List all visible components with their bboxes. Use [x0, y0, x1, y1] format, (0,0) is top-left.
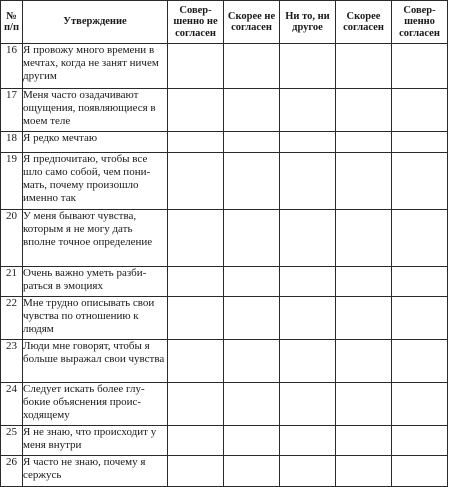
row-statement: Мне трудно описывать свои чувства по отношению к людям	[23, 297, 168, 340]
row-statement: Следует искать более глубокие объяснения происходящему	[23, 383, 168, 426]
choice-cell-rather-agree[interactable]	[336, 89, 392, 132]
choice-cell-strongly-disagree[interactable]	[168, 153, 224, 210]
row-statement: Я редко мечтаю	[23, 132, 168, 153]
table-row	[1, 456, 448, 487]
choice-cell-neutral[interactable]	[280, 210, 336, 267]
choice-cell-rather-agree[interactable]	[336, 456, 392, 487]
choice-cell-strongly-agree[interactable]	[392, 456, 448, 487]
table-row	[1, 89, 448, 132]
choice-cell-strongly-disagree[interactable]	[168, 267, 224, 297]
header-strongly-agree: Совершенно согласен	[392, 1, 448, 44]
choice-cell-rather-agree[interactable]	[336, 210, 392, 267]
table-row	[1, 44, 448, 89]
row-statement: Я провожу много времени в мечтах, когда не занят ничем другим	[23, 44, 168, 89]
choice-cell-neutral[interactable]	[280, 340, 336, 383]
table-row	[1, 153, 448, 210]
choice-cell-strongly-agree[interactable]	[392, 383, 448, 426]
choice-cell-neutral[interactable]	[280, 44, 336, 89]
choice-cell-neutral[interactable]	[280, 383, 336, 426]
choice-cell-rather-disagree[interactable]	[224, 426, 280, 456]
row-statement: У меня бывают чувства, которым я не могу дать вполне точное определение	[23, 210, 168, 267]
choice-cell-strongly-agree[interactable]	[392, 340, 448, 383]
choice-cell-neutral[interactable]	[280, 456, 336, 487]
choice-cell-rather-agree[interactable]	[336, 44, 392, 89]
choice-cell-neutral[interactable]	[280, 426, 336, 456]
table-row	[1, 132, 448, 153]
choice-cell-rather-disagree[interactable]	[224, 132, 280, 153]
choice-cell-rather-agree[interactable]	[336, 297, 392, 340]
choice-cell-strongly-disagree[interactable]	[168, 426, 224, 456]
row-number: 24	[1, 383, 23, 426]
row-statement: Я часто не знаю, почему я сержусь	[23, 456, 168, 487]
row-number: 23	[1, 340, 23, 383]
choice-cell-rather-agree[interactable]	[336, 340, 392, 383]
header-statement: Утверждение	[23, 1, 168, 44]
row-statement: Меня часто озадачивают ощущения, появляющиеся в моем теле	[23, 89, 168, 132]
choice-cell-rather-disagree[interactable]	[224, 456, 280, 487]
table-row	[1, 426, 448, 456]
choice-cell-strongly-disagree[interactable]	[168, 383, 224, 426]
table-row	[1, 383, 448, 426]
choice-cell-strongly-disagree[interactable]	[168, 456, 224, 487]
choice-cell-rather-disagree[interactable]	[224, 89, 280, 132]
row-number: 19	[1, 153, 23, 210]
choice-cell-neutral[interactable]	[280, 132, 336, 153]
choice-cell-rather-disagree[interactable]	[224, 153, 280, 210]
choice-cell-rather-disagree[interactable]	[224, 340, 280, 383]
row-number: 25	[1, 426, 23, 456]
table-row	[1, 340, 448, 383]
table-row	[1, 297, 448, 340]
header-strongly-disagree: Совершенно не согласен	[168, 1, 224, 44]
choice-cell-rather-agree[interactable]	[336, 267, 392, 297]
choice-cell-strongly-agree[interactable]	[392, 297, 448, 340]
row-number: 20	[1, 210, 23, 267]
row-number: 16	[1, 44, 23, 89]
choice-cell-rather-disagree[interactable]	[224, 210, 280, 267]
choice-cell-rather-disagree[interactable]	[224, 383, 280, 426]
choice-cell-neutral[interactable]	[280, 89, 336, 132]
header-rather-agree: Скорее согласен	[336, 1, 392, 44]
choice-cell-strongly-disagree[interactable]	[168, 44, 224, 89]
row-number: 22	[1, 297, 23, 340]
choice-cell-strongly-disagree[interactable]	[168, 340, 224, 383]
choice-cell-strongly-disagree[interactable]	[168, 132, 224, 153]
choice-cell-neutral[interactable]	[280, 153, 336, 210]
choice-cell-strongly-agree[interactable]	[392, 89, 448, 132]
choice-cell-strongly-agree[interactable]	[392, 153, 448, 210]
choice-cell-rather-agree[interactable]	[336, 426, 392, 456]
row-statement: Люди мне говорят, чтобы я больше выражал свои чувства	[23, 340, 168, 383]
row-statement: Я не знаю, что происходит у меня внутри	[23, 426, 168, 456]
choice-cell-neutral[interactable]	[280, 297, 336, 340]
choice-cell-strongly-agree[interactable]	[392, 267, 448, 297]
choice-cell-rather-agree[interactable]	[336, 153, 392, 210]
row-statement: Я предпочитаю, чтобы все шло само собой, чем понимать, почему произошло именно так	[23, 153, 168, 210]
table-row	[1, 267, 448, 297]
choice-cell-strongly-agree[interactable]	[392, 132, 448, 153]
row-statement: Очень важно уметь разбираться в эмоциях	[23, 267, 168, 297]
row-number: 26	[1, 456, 23, 487]
row-number: 21	[1, 267, 23, 297]
table-row	[1, 210, 448, 267]
choice-cell-rather-agree[interactable]	[336, 383, 392, 426]
choice-cell-rather-disagree[interactable]	[224, 267, 280, 297]
choice-cell-strongly-disagree[interactable]	[168, 297, 224, 340]
header-neutral: Ни то, ни другое	[280, 1, 336, 44]
choice-cell-rather-disagree[interactable]	[224, 297, 280, 340]
header-rather-disagree: Скорее не согласен	[224, 1, 280, 44]
choice-cell-neutral[interactable]	[280, 267, 336, 297]
choice-cell-rather-agree[interactable]	[336, 132, 392, 153]
choice-cell-strongly-agree[interactable]	[392, 210, 448, 267]
row-number: 17	[1, 89, 23, 132]
choice-cell-strongly-disagree[interactable]	[168, 89, 224, 132]
choice-cell-strongly-agree[interactable]	[392, 44, 448, 89]
choice-cell-strongly-disagree[interactable]	[168, 210, 224, 267]
choice-cell-rather-disagree[interactable]	[224, 44, 280, 89]
header-row	[1, 1, 448, 44]
choice-cell-strongly-agree[interactable]	[392, 426, 448, 456]
header-number: № п/п	[1, 1, 23, 44]
row-number: 18	[1, 132, 23, 153]
